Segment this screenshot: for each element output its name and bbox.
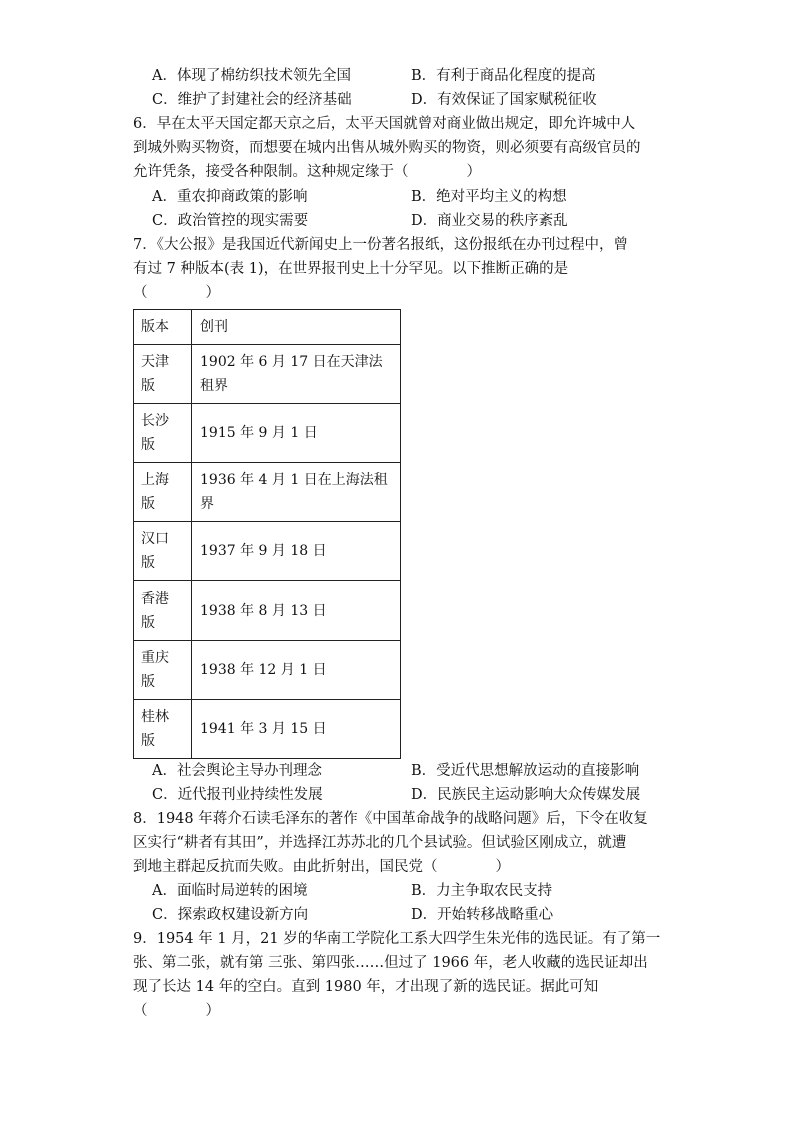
q5-option-a: A．体现了棉纺织技术领先全国 bbox=[152, 68, 351, 84]
edition-cell: 汉口 版 bbox=[134, 522, 192, 581]
q8-option-d: D．开始转移战略重心 bbox=[411, 907, 554, 923]
q5-option-d: D．有效保证了国家赋税征收 bbox=[411, 92, 597, 108]
date-cell: 1936 年 4 月 1 日在上海法租 界 bbox=[192, 463, 401, 522]
q8-stem-line2: 区实行“耕者有其田”，并选择江苏苏北的几个县试验。但试验区刚成立，就遭 bbox=[133, 835, 627, 851]
q7-stem-line2: 有过 7 种版本(表 1)，在世界报刊史上十分罕见。以下推断正确的是 bbox=[133, 261, 569, 277]
q7-option-b: B．受近代思想解放运动的直接影响 bbox=[411, 763, 640, 779]
date-cell: 1941 年 3 月 15 日 bbox=[192, 700, 401, 759]
table-row bbox=[134, 463, 401, 522]
q6-stem-line2: 到城外购买物资，而想要在城内出售从城外购买的物资，则必须要有高级官员的 bbox=[133, 140, 641, 156]
edition-cell: 天津 版 bbox=[134, 345, 192, 404]
q6-option-b: B．绝对平均主义的构想 bbox=[411, 189, 567, 205]
q6-option-c: C．政治管控的现实需要 bbox=[152, 213, 309, 229]
table-row bbox=[134, 522, 401, 581]
q8-stem-line1: 8．1948 年蒋介石读毛泽东的著作《中国革命战争的战略问题》后，下令在收复 bbox=[133, 811, 648, 827]
date-cell: 1937 年 9 月 18 日 bbox=[192, 522, 401, 581]
edition-cell: 重庆 版 bbox=[134, 641, 192, 700]
q5-option-b: B．有利于商品化程度的提高 bbox=[411, 68, 596, 84]
date-cell: 1938 年 8 月 13 日 bbox=[192, 581, 401, 641]
edition-cell: 上海 版 bbox=[134, 463, 192, 522]
q7-stem-line1: 7．《大公报》是我国近代新闻史上一份著名报纸，这份报纸在办刊过程中，曾 bbox=[133, 237, 628, 253]
edition-cell: 香港 版 bbox=[134, 581, 192, 641]
q6-stem-line1: 6．早在太平天国定都天京之后，太平天国就曾对商业做出规定，即允许城中人 bbox=[133, 116, 636, 132]
q8-option-a: A．面临时局逆转的困境 bbox=[152, 883, 308, 899]
table-row bbox=[134, 345, 401, 404]
q8-stem-line3: 到地主群起反抗而失败。由此折射出，国民党（ ） bbox=[133, 859, 510, 875]
table-header-founded: 创刊 bbox=[192, 310, 401, 345]
table-row bbox=[134, 700, 401, 759]
q7-stem-line3: （ ） bbox=[133, 285, 220, 301]
q6-option-a: A．重农抑商政策的影响 bbox=[152, 189, 308, 205]
q7-option-d: D．民族民主运动影响大众传媒发展 bbox=[411, 787, 641, 803]
date-cell: 1938 年 12 月 1 日 bbox=[192, 641, 401, 700]
table-row bbox=[134, 641, 401, 700]
q5-option-c: C．维护了封建社会的经济基础 bbox=[152, 92, 352, 108]
date-cell: 1915 年 9 月 1 日 bbox=[192, 404, 401, 463]
q6-option-d: D．商业交易的秩序紊乱 bbox=[411, 213, 568, 229]
q8-option-c: C．探索政权建设新方向 bbox=[152, 907, 309, 923]
date-cell: 1902 年 6 月 17 日在天津法 租界 bbox=[192, 345, 401, 404]
q9-stem-line1: 9．1954 年 1 月，21 岁的华南工学院化工系大四学生朱光伟的选民证。有了第一 bbox=[133, 931, 661, 947]
q7-option-c: C．近代报刊业持续性发展 bbox=[152, 787, 323, 803]
q9-stem-line3: 现了长达 14 年的空白。直到 1980 年，才出现了新的选民证。据此可知 bbox=[133, 979, 599, 995]
table-row bbox=[134, 404, 401, 463]
q9-stem-line2: 张、第二张，就有第 三张、第四张……但过了 1966 年，老人收藏的选民证却出 bbox=[133, 955, 648, 971]
table-header-row bbox=[134, 310, 401, 345]
q7-option-a: A．社会舆论主导办刊理念 bbox=[152, 763, 322, 779]
table-row bbox=[134, 581, 401, 641]
q8-option-b: B．力主争取农民支持 bbox=[411, 883, 553, 899]
edition-cell: 桂林 版 bbox=[134, 700, 192, 759]
q6-stem-line3: 允许凭条，接受各种限制。这种规定缘于（ ） bbox=[133, 164, 481, 180]
q9-stem-line4: （ ） bbox=[133, 1003, 220, 1019]
edition-cell: 长沙 版 bbox=[134, 404, 192, 463]
edition-table bbox=[133, 309, 401, 759]
table-header-edition: 版本 bbox=[134, 310, 192, 345]
